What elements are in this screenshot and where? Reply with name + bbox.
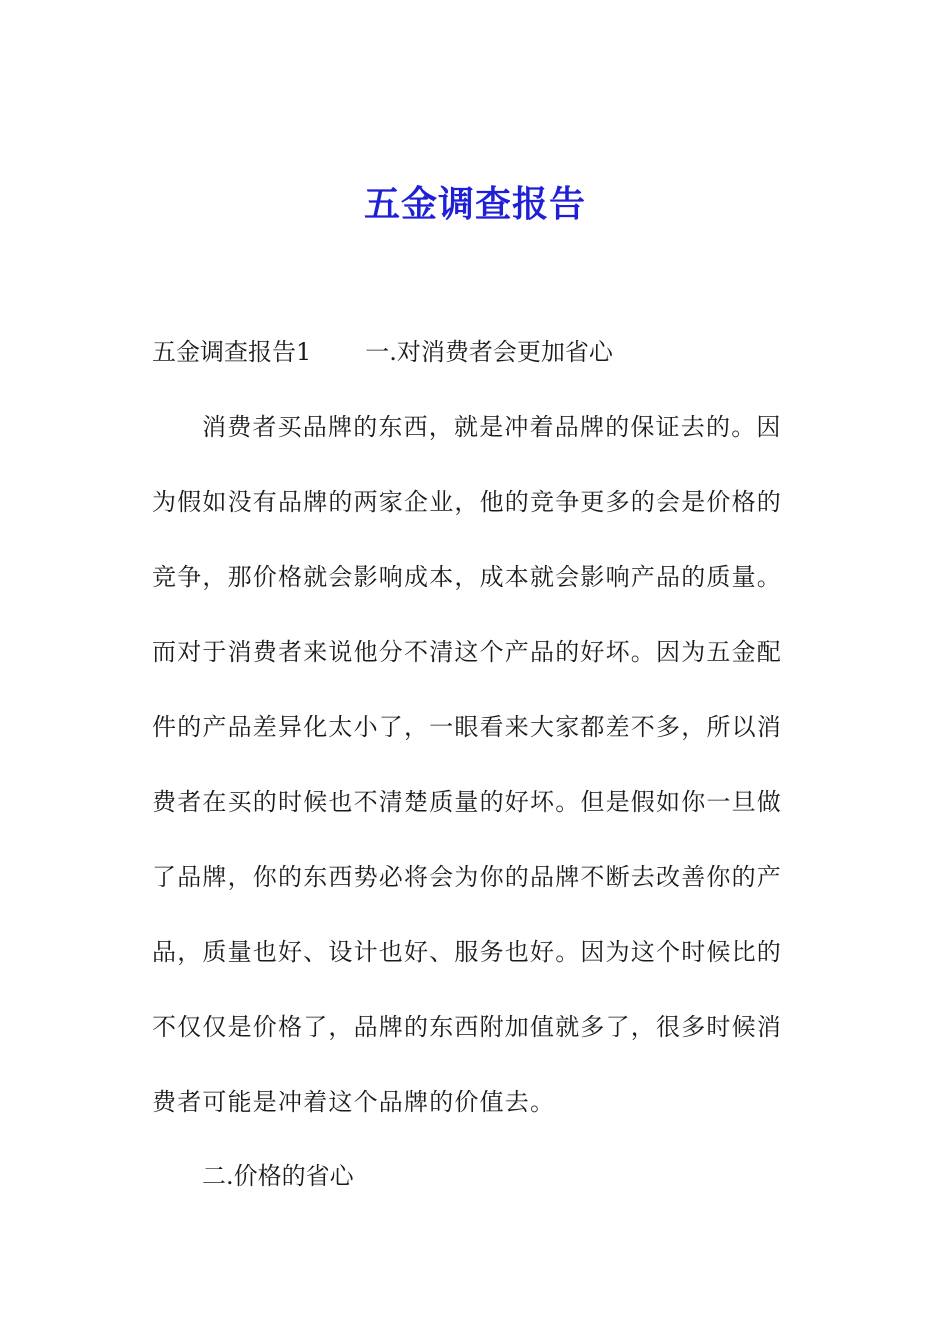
- paragraph-line: 不仅仅是价格了，品牌的东西附加值就多了，很多时候消: [152, 1013, 782, 1041]
- paragraph-line: 件的产品差异化太小了，一眼看来大家都差不多，所以消: [152, 713, 782, 741]
- section-heading-line: [152, 315, 792, 390]
- section2-heading: 二.价格的省心: [202, 1162, 354, 1190]
- paragraph-line: 费者可能是冲着这个品牌的价值去。: [152, 1088, 556, 1116]
- section1-paragraph: [152, 390, 792, 1140]
- document-title: 五金调查报告: [363, 183, 586, 225]
- section1-heading: 一.对消费者会更加省心: [365, 338, 613, 366]
- report-subtitle: 五金调查报告1: [152, 338, 312, 366]
- paragraph-line: 为假如没有品牌的两家企业，他的竞争更多的会是价格的: [152, 488, 782, 516]
- paragraph-line: 品，质量也好、设计也好、服务也好。因为这个时候比的: [152, 938, 782, 966]
- paragraph-line: 了品牌，你的东西势必将会为你的品牌不断去改善你的产: [152, 863, 782, 891]
- paragraph-line: 消费者买品牌的东西，就是冲着品牌的保证去的。因: [202, 413, 782, 441]
- paragraph-line: 竞争，那价格就会影响成本，成本就会影响产品的质量。: [152, 563, 782, 591]
- paragraph-line: 费者在买的时候也不清楚质量的好坏。但是假如你一旦做: [152, 788, 782, 816]
- paragraph-line: 而对于消费者来说他分不清这个产品的好坏。因为五金配: [152, 638, 782, 666]
